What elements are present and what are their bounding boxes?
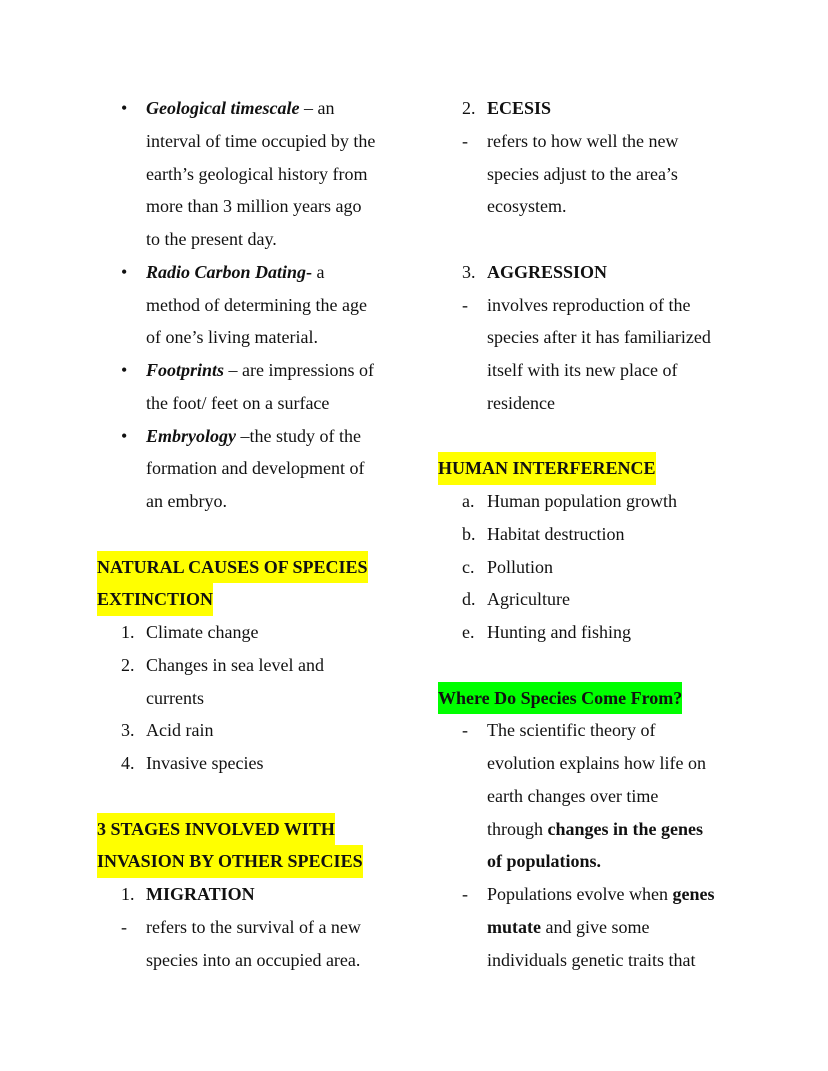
text-segment: MIGRATION	[146, 884, 255, 904]
text-segment: refers to the survival of a new	[146, 916, 361, 937]
list-item-line	[97, 223, 417, 256]
list-item-line	[97, 387, 417, 420]
list-item-text	[146, 452, 364, 485]
list-number: 3.	[462, 261, 476, 282]
list-item-line	[97, 289, 417, 322]
text-segment: –the study of the	[236, 425, 361, 446]
text-segment: method of determining the age	[146, 294, 367, 315]
list-item-line	[97, 452, 417, 485]
text-segment: species into an occupied area.	[146, 949, 361, 970]
text-segment: Changes in sea level and	[146, 654, 324, 675]
text-segment: through	[487, 818, 548, 839]
list-item-line	[438, 911, 768, 944]
list-number: e.	[462, 622, 475, 642]
blank-line	[438, 223, 768, 256]
list-item-line	[97, 485, 417, 518]
text-segment: -	[306, 261, 317, 282]
list-item-line	[438, 747, 768, 780]
list-item-line	[438, 583, 768, 616]
text-segment: a	[316, 261, 325, 282]
list-item-text	[146, 911, 361, 944]
text-segment: – an	[299, 98, 335, 118]
list-item-text	[487, 714, 655, 747]
section-heading-line	[97, 551, 417, 584]
left-column	[97, 92, 417, 976]
text-segment: Agriculture	[487, 589, 570, 610]
list-item-line	[97, 321, 417, 354]
list-item-text	[487, 813, 703, 846]
list-item-line	[438, 813, 768, 846]
list-item-text	[487, 256, 607, 289]
list-item-text	[487, 583, 570, 616]
section-heading-line	[97, 583, 417, 616]
list-number: 1.	[121, 622, 135, 642]
text-segment: Populations evolve when	[487, 884, 673, 904]
text-segment: genes	[672, 884, 715, 904]
text-segment: Climate change	[146, 622, 259, 642]
text-segment: earth changes over time	[487, 785, 659, 806]
list-item-text	[146, 354, 374, 387]
text-segment: ecosystem.	[487, 196, 567, 217]
list-item-text	[146, 92, 334, 125]
list-item-text	[146, 223, 277, 256]
list-item-line	[97, 878, 417, 911]
bullet-icon: •	[121, 360, 128, 380]
list-item-line	[438, 256, 768, 289]
list-item-text	[487, 911, 649, 944]
list-item-text	[487, 747, 706, 780]
text-segment: formation and development of	[146, 458, 365, 479]
text-segment: more than 3 million years ago	[146, 196, 362, 217]
list-item-line	[97, 911, 417, 944]
list-item-text	[487, 125, 678, 158]
section-heading-line	[97, 813, 417, 846]
list-item-text	[146, 485, 227, 518]
list-number: 4.	[121, 753, 135, 773]
list-item-text	[146, 616, 258, 649]
list-item-line	[97, 125, 417, 158]
list-item-line	[438, 551, 768, 584]
list-item-text	[487, 321, 711, 354]
list-item-text	[146, 878, 255, 911]
section-heading-line	[97, 845, 417, 878]
text-segment: involves reproduction of the	[487, 294, 691, 315]
list-item-line	[97, 682, 417, 715]
blank-line	[438, 420, 768, 453]
list-item-text	[146, 158, 367, 191]
list-item-text	[487, 878, 714, 911]
text-segment: Acid rain	[146, 720, 214, 741]
list-item-text	[146, 321, 318, 354]
section-heading: Where Do Species Come From?	[438, 682, 682, 715]
text-segment: individuals genetic traits that	[487, 949, 696, 970]
list-item-text	[146, 649, 324, 682]
text-segment: The scientific theory of	[487, 720, 656, 741]
list-item-text	[487, 518, 624, 551]
bullet-icon: •	[121, 261, 128, 282]
text-segment: refers to how well the new	[487, 130, 679, 151]
text-segment: to the present day.	[146, 229, 277, 249]
list-item-line	[438, 714, 768, 747]
list-item-text	[146, 387, 329, 420]
text-segment: and give some	[540, 916, 650, 937]
list-item-text	[146, 125, 375, 158]
text-segment: species after it has familiarized	[487, 327, 711, 348]
list-item-text	[146, 420, 361, 453]
text-segment: currents	[146, 687, 204, 708]
text-segment: Radio Carbon Dating	[146, 261, 307, 282]
section-heading: HUMAN INTERFERENCE	[438, 452, 656, 485]
list-item-text	[146, 256, 325, 289]
list-item-line	[97, 616, 417, 649]
list-item-text	[146, 682, 204, 715]
list-item-text	[487, 387, 555, 420]
list-item-line	[438, 92, 768, 125]
list-item-text	[146, 747, 263, 780]
list-item-line	[438, 485, 768, 518]
list-number: b.	[462, 523, 476, 544]
dash-marker: -	[462, 294, 468, 315]
list-number: d.	[462, 589, 476, 610]
list-item-line	[438, 616, 768, 649]
text-segment: of populations.	[487, 851, 602, 872]
text-segment: an embryo.	[146, 491, 227, 511]
list-item-line	[438, 518, 768, 551]
text-segment: Pollution	[487, 556, 554, 577]
list-item-line	[438, 878, 768, 911]
text-segment: Habitat destruction	[487, 523, 625, 544]
list-item-text	[487, 944, 695, 977]
list-item-line	[438, 845, 768, 878]
text-segment: the foot/ feet on a surface	[146, 392, 330, 413]
section-heading: NATURAL CAUSES OF SPECIES	[97, 551, 368, 584]
text-segment: interval of time occupied by the	[146, 130, 376, 151]
bullet-icon: •	[121, 425, 128, 446]
section-heading: INVASION BY OTHER SPECIES	[97, 845, 363, 878]
list-item-line	[97, 944, 417, 977]
right-column	[438, 92, 768, 976]
bullet-icon: •	[121, 98, 128, 118]
section-heading: EXTINCTION	[97, 583, 213, 616]
list-item-line	[97, 714, 417, 747]
text-segment: AGGRESSION	[487, 261, 608, 282]
list-number: 1.	[121, 884, 135, 904]
list-item-text	[487, 158, 678, 191]
list-number: 2.	[121, 654, 135, 675]
list-item-text	[146, 190, 361, 223]
text-segment: mutate	[487, 916, 541, 937]
list-number: a.	[462, 491, 475, 511]
text-segment: species adjust to the area’s	[487, 163, 678, 184]
list-item-line	[438, 387, 768, 420]
text-segment: of one’s living material.	[146, 327, 318, 348]
list-number: 2.	[462, 98, 476, 118]
list-item-line	[438, 944, 768, 977]
list-number: 3.	[121, 720, 135, 741]
text-segment: changes in the genes	[547, 818, 704, 839]
list-item-text	[487, 485, 677, 518]
list-item-line	[438, 354, 768, 387]
list-number: c.	[462, 556, 475, 577]
dash-marker: -	[121, 916, 127, 937]
text-segment: ECESIS	[487, 98, 552, 118]
list-item-line	[438, 158, 768, 191]
text-segment: Human population growth	[487, 491, 677, 511]
list-item-line	[97, 190, 417, 223]
list-item-line	[97, 158, 417, 191]
text-segment: earth’s geological history from	[146, 163, 368, 184]
text-segment: – are impressions of	[224, 360, 374, 380]
list-item-text	[487, 190, 566, 223]
text-segment: Footprints	[146, 360, 225, 380]
text-segment: residence	[487, 392, 555, 413]
list-item-text	[487, 845, 601, 878]
list-item-line	[97, 747, 417, 780]
section-heading-line	[438, 452, 768, 485]
list-item-text	[487, 551, 553, 584]
blank-line	[97, 518, 417, 551]
text-segment: itself with its new place of	[487, 360, 678, 380]
list-item-line	[97, 649, 417, 682]
list-item-line	[438, 321, 768, 354]
list-item-line	[97, 92, 417, 125]
list-item-text	[146, 289, 367, 322]
list-item-text	[146, 944, 360, 977]
section-heading-line	[438, 682, 768, 715]
text-segment: Geological timescale	[146, 98, 300, 118]
section-heading: 3 STAGES INVOLVED WITH	[97, 813, 335, 846]
list-item-text	[487, 289, 690, 322]
list-item-text	[487, 92, 551, 125]
dash-marker: -	[462, 130, 468, 151]
text-segment: Invasive species	[146, 753, 264, 773]
list-item-text	[487, 780, 658, 813]
list-item-line	[97, 354, 417, 387]
list-item-line	[438, 190, 768, 223]
list-item-line	[438, 289, 768, 322]
list-item-line	[97, 420, 417, 453]
dash-marker: -	[462, 720, 468, 741]
text-segment: Embryology	[146, 425, 236, 446]
blank-line	[97, 780, 417, 813]
list-item-line	[438, 780, 768, 813]
text-segment: Hunting and fishing	[487, 622, 631, 642]
text-segment: evolution explains how life on	[487, 753, 706, 773]
list-item-line	[97, 256, 417, 289]
list-item-text	[487, 616, 631, 649]
list-item-text	[146, 714, 213, 747]
list-item-line	[438, 125, 768, 158]
blank-line	[438, 649, 768, 682]
dash-marker: -	[462, 884, 468, 904]
list-item-text	[487, 354, 677, 387]
